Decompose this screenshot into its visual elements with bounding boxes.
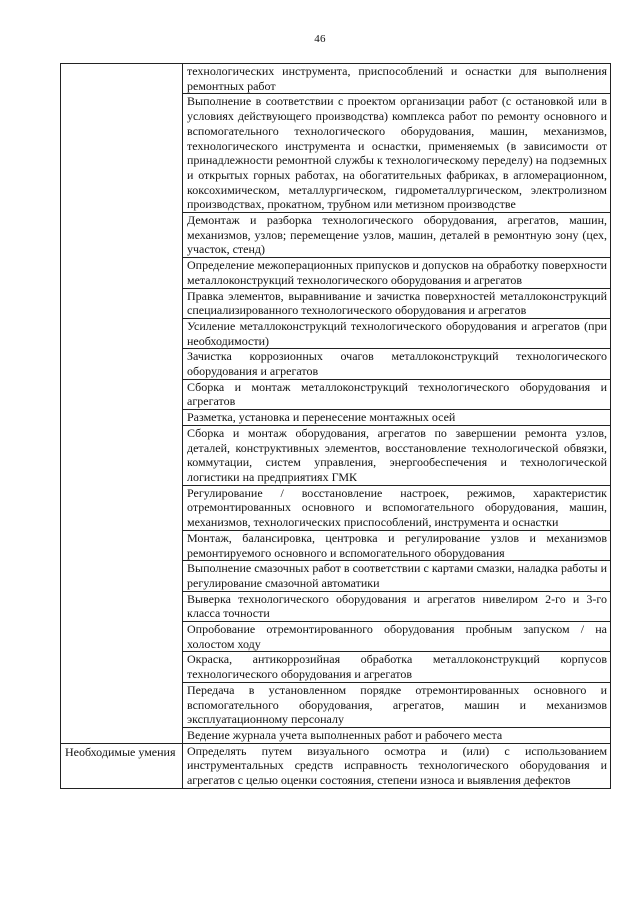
work-action-cell: Выполнение в соответствии с проектом организации работ (с остановкой или в условиях действующего производства) комплекса работ по ремонту основного и вспомогательного технологического оборудования, машин, механизмов, технологического инструмента и оснастки, применяемых (в зависимости от принадлежности ремонтной службы к технологическому переделу) на подземных и открытых горных работах, на обогатительных фабриках, в агломерационном, коксохимическом, металлургическом, гидрометаллургическом, электролизном производствах, прокатном, трубном или метизном производстве [183,94,611,213]
work-action-cell: Регулирование / восстановление настроек, режимов, характеристик отремонтированных основного и вспомогательного оборудования, машин, механизмов, технологических приспособлений, инструмента и оснастки [183,485,611,530]
required-skills-label: Необходимые умения [61,743,183,788]
work-action-cell: технологических инструмента, приспособлений и оснастки для выполнения ремонтных работ [183,64,611,94]
work-action-cell: Окраска, антикоррозийная обработка металлоконструкций корпусов технологического оборудования и агрегатов [183,652,611,682]
work-action-cell: Монтаж, балансировка, центровка и регулирование узлов и механизмов ремонтируемого основного и вспомогательного оборудования [183,530,611,560]
work-action-cell: Зачистка коррозионных очагов металлоконструкций технологического оборудования и агрегатов [183,349,611,379]
page-number: 46 [314,33,326,45]
work-action-cell: Разметка, установка и перенесение монтажных осей [183,410,611,426]
work-actions-section [61,64,611,744]
table-row [61,64,611,94]
professional-standard-table [60,63,611,789]
work-action-cell: Ведение журнала учета выполненных работ и рабочего места [183,727,611,743]
work-action-cell: Правка элементов, выравнивание и зачистка поверхностей металлоконструкций специализированного технологического оборудования и агрегатов [183,288,611,318]
work-action-cell: Опробование отремонтированного оборудования пробным запуском / на холостом ходу [183,622,611,652]
work-action-cell: Выполнение смазочных работ в соответствии с картами смазки, наладка работы и регулирование смазочной автоматики [183,561,611,591]
work-action-cell: Демонтаж и разборка технологического оборудования, агрегатов, машин, механизмов, узлов; перемещение узлов, машин, деталей в ремонтную зону (цех, участок, стенд) [183,213,611,258]
work-action-cell: Выверка технологического оборудования и агрегатов нивелиром 2-го и 3-го класса точности [183,591,611,621]
required-skill-cell: Определять путем визуального осмотра и (или) с использованием инструментальных средств исправность технологического оборудования и агрегатов с целью оценки состояния, степени износа и выявления дефектов [183,743,611,788]
section-label-cell [61,64,183,744]
work-action-cell: Сборка и монтаж металлоконструкций технологического оборудования и агрегатов [183,379,611,409]
work-action-cell: Определение межоперационных припусков и допусков на обработку поверхности металлоконструкций технологического оборудования и агрегатов [183,258,611,288]
work-action-cell: Передача в установленном порядке отремонтированных основного и вспомогательного оборудования, агрегатов, машин и механизмов эксплуатационному персоналу [183,682,611,727]
table-row [61,743,611,788]
work-action-cell: Усиление металлоконструкций технологического оборудования и агрегатов (при необходимости) [183,318,611,348]
required-skills-section [61,743,611,788]
work-action-cell: Сборка и монтаж оборудования, агрегатов по завершении ремонта узлов, деталей, конструктивных элементов, восстановление технологической обвязки, коммутации, систем управления, энергообеспечения и технологической логистики на предприятиях ГМК [183,425,611,485]
